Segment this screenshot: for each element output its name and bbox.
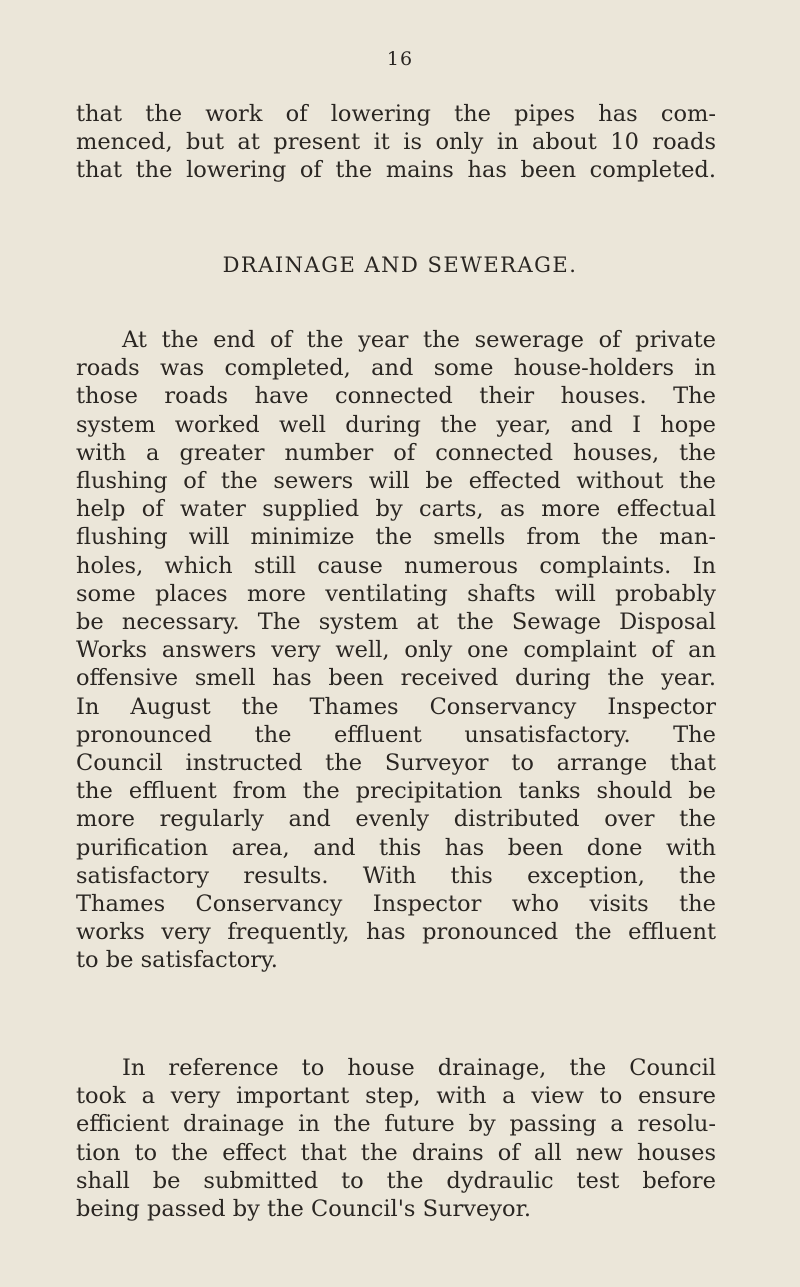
text-line: with a greater number of connected houses, the — [76, 439, 716, 466]
text-line: to be satisfactory. — [76, 947, 278, 974]
text-line: system worked well during the year, and I hope — [76, 411, 716, 438]
text-line: satisfactory results. With this exception, the — [76, 862, 716, 889]
text-line: menced, but at present it is only in about 10 roads — [76, 129, 716, 156]
text-line: those roads have connected their houses. The — [76, 383, 716, 410]
text-line: offensive smell has been received during the year. — [76, 665, 716, 692]
text-line: flushing will minimize the smells from the man- — [76, 524, 716, 551]
text-line: tion to the effect that the drains of all new houses — [76, 1139, 716, 1166]
house-drainage-paragraph — [76, 1054, 716, 1223]
text-line: works very frequently, has pronounced the effluent — [76, 919, 716, 946]
text-line: being passed by the Council's Surveyor. — [76, 1196, 532, 1223]
text-line: flushing of the sewers will be effected without the — [76, 468, 716, 495]
section-heading: DRAINAGE AND SEWERAGE. — [222, 253, 578, 277]
text-line: Thames Conservancy Inspector who visits the — [76, 891, 716, 918]
text-line: Council instructed the Surveyor to arrange that — [76, 750, 716, 777]
text-line: In August the Thames Conservancy Inspector — [76, 693, 716, 720]
text-line: In reference to house drainage, the Council — [122, 1055, 716, 1081]
text-line: took a very important step, with a view to ensure — [76, 1083, 716, 1110]
text-line: Works answers very well, only one complaint of an — [76, 637, 716, 664]
text-line: efficient drainage in the future by passing a resolu- — [76, 1111, 716, 1138]
text-line: purification area, and this has been done with — [76, 834, 716, 861]
text-line: the effluent from the precipitation tanks should be — [76, 778, 716, 805]
page-number: 16 — [386, 48, 414, 70]
text-line: holes, which still cause numerous complaints. In — [76, 552, 716, 579]
drainage-paragraph — [76, 326, 716, 975]
text-line: pronounced the effluent unsatisfactory. The — [76, 721, 716, 748]
text-line: some places more ventilating shafts will probably — [76, 580, 716, 607]
text-line: roads was completed, and some house-holders in — [76, 355, 716, 382]
text-line: be necessary. The system at the Sewage Disposal — [76, 609, 716, 636]
text-line: that the lowering of the mains has been completed. — [76, 157, 716, 184]
text-line: that the work of lowering the pipes has com- — [76, 101, 716, 127]
intro-paragraph — [76, 100, 716, 185]
text-line: more regularly and evenly distributed over the — [76, 806, 716, 833]
text-line: At the end of the year the sewerage of private — [122, 327, 716, 353]
text-line: shall be submitted to the dydraulic test before — [76, 1167, 716, 1194]
text-line: help of water supplied by carts, as more effectual — [76, 496, 716, 523]
